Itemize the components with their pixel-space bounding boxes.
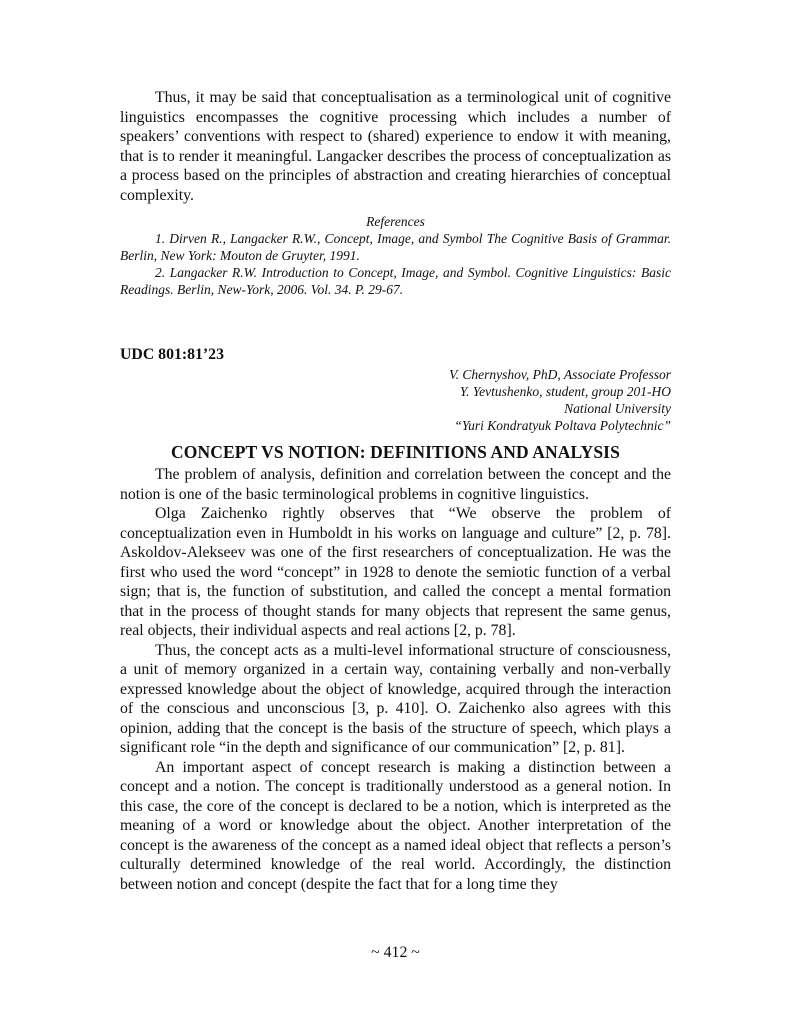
udc-code: UDC 801:81’23 bbox=[120, 346, 224, 363]
reference-item: 1. Dirven R., Langacker R.W., Concept, Image, and Symbol The Cognitive Basis of Grammar. Berlin, New York: Mouton de Gruyter, 1991. bbox=[120, 231, 671, 263]
body-paragraph: Thus, the concept acts as a multi-level informational structure of consciousness, a unit of memory organized in a certain way, containing verbally and non-verbally expressed knowledge about the object of knowledge, acquired through the interaction of the conscious and unconscious [3, p. 410]. O. Zaichenko also agrees with this opinion, adding that the concept is the basis of the structure of speech, which plays a significant role “in the depth and significance of our communication” [2, p. 81]. bbox=[120, 641, 671, 756]
body-paragraph: Olga Zaichenko rightly observes that “We observe the problem of conceptualization even in Humboldt in his works on language and culture” [2, p. 78]. Askoldov-Alekseev was one of the first researchers of conceptualization. He was the first who used the word “concept” in 1928 to denote the semiotic function of a verbal sign; that is, the function of substitution, and called the concept a mental formation that in the process of thought stands for many objects that represent the same genus, real objects, their individual aspects and real actions [2, p. 78]. bbox=[120, 505, 671, 639]
references-section bbox=[120, 213, 671, 298]
reference-item: 2. Langacker R.W. Introduction to Concept, Image, and Symbol. Cognitive Linguistics: Basic Readings. Berlin, New-York, 2006. Vol. 34. P. 29-67. bbox=[120, 265, 671, 297]
author-line: V. Chernyshov, PhD, Associate Professor bbox=[449, 367, 671, 382]
intro-paragraph: Thus, it may be said that conceptualisation as a terminological unit of cognitive linguistics encompasses the cognitive processing which includes a number of speakers’ conventions with respect to (shared) experience to endow it with meaning, that is to render it meaningful. Langacker describes the process of conceptualization as a process based on the principles of abstraction and creating hierarchies of conceptual complexity. bbox=[120, 89, 671, 204]
author-line: “Yuri Kondratyuk Poltava Polytechnic” bbox=[454, 418, 671, 433]
article-body bbox=[120, 465, 671, 894]
references-title: References bbox=[366, 214, 425, 229]
author-line: National University bbox=[564, 401, 671, 416]
author-line: Y. Yevtushenko, student, group 201-HO bbox=[459, 384, 671, 399]
author-block bbox=[120, 366, 671, 434]
page-number: ~ 412 ~ bbox=[371, 944, 420, 961]
article-title: CONCEPT VS NOTION: DEFINITIONS AND ANALYSIS bbox=[171, 442, 620, 462]
body-paragraph: An important aspect of concept research is making a distinction between a concept and a notion. The concept is traditionally understood as a general notion. In this case, the core of the concept is declared to be a notion, which is interpreted as the meaning of a word or knowledge about the object. Another interpretation of the concept is the awareness of the concept as a named ideal object that reflects a person’s culturally determined knowledge of the real world. Accordingly, the distinction between notion and concept (despite the fact that for a long time they bbox=[120, 758, 671, 893]
body-paragraph: The problem of analysis, definition and correlation between the concept and the notion is one of the basic terminological problems in cognitive linguistics. bbox=[120, 466, 671, 503]
